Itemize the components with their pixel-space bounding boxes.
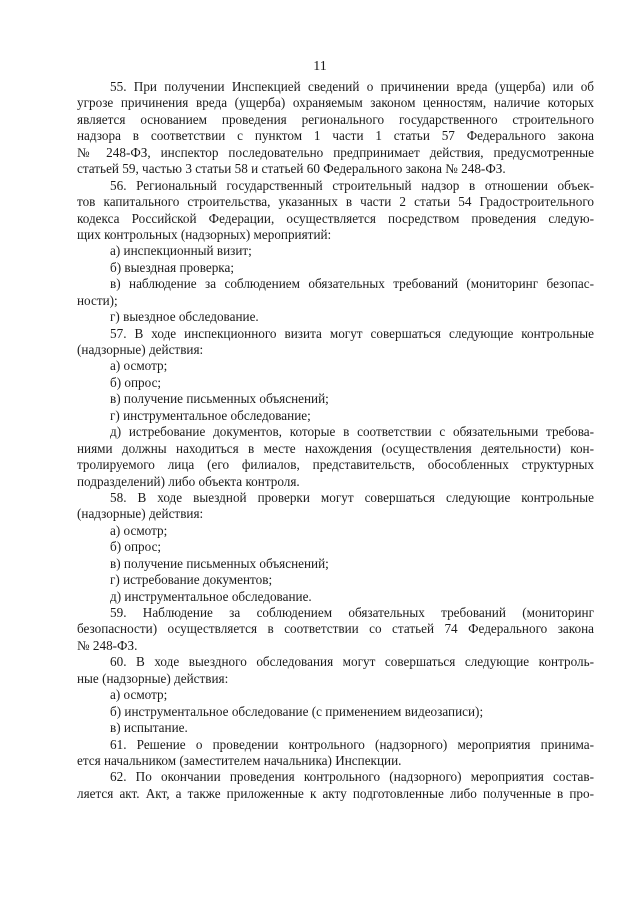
- text-line: ниями должны находиться в месте нахождения (осуществления деятельности) кон-: [77, 440, 594, 456]
- text-line: № 248-ФЗ.: [77, 637, 138, 653]
- text-line: 57. В ходе инспекционного визита могут совершаться следующие контрольные: [110, 325, 594, 341]
- text-line: 60. В ходе выездного обследования могут совершаться следующие контроль-: [110, 654, 594, 670]
- text-line: ляется акт. Акт, а также приложенные к акту подготовленные либо полученные в про-: [77, 785, 594, 801]
- text-line: ные (надзорные) действия:: [77, 670, 229, 686]
- text-line: тов капитального строительства, указанных в части 2 статьи 54 Градостроительного: [77, 194, 594, 210]
- text-line: 58. В ходе выездной проверки могут совершаться следующие контрольные: [110, 489, 594, 505]
- text-line: в) получение письменных объяснений;: [110, 555, 329, 571]
- text-line: г) выездное обследование.: [110, 309, 259, 325]
- page-number: 11: [313, 59, 327, 74]
- text-line: 56. Региональный государственный строительный надзор в отношении объек-: [110, 177, 594, 193]
- text-line: подразделений) либо объекта контроля.: [77, 473, 300, 489]
- text-line: в) наблюдение за соблюдением обязательных требований (мониторинг безопас-: [110, 276, 594, 292]
- text-line: в) испытание.: [110, 720, 188, 736]
- text-line: 55. При получении Инспекцией сведений о причинении вреда (ущерба) или об: [110, 79, 594, 94]
- text-line: ности);: [77, 292, 118, 308]
- text-line: статьей 59, частью 3 статьи 58 и статьей 60 Федерального закона № 248-ФЗ.: [77, 161, 506, 177]
- text-line: б) инструментальное обследование (с применением видеозаписи);: [110, 703, 484, 719]
- text-line: (надзорные) действия:: [77, 342, 204, 357]
- text-line: д) инструментальное обследование.: [110, 588, 312, 604]
- text-line: 62. По окончании проведения контрольного (надзорного) мероприятия состав-: [110, 769, 594, 785]
- text-line: б) выездная проверка;: [110, 259, 235, 275]
- text-line: ется начальником (заместителем начальника) Инспекции.: [77, 752, 402, 768]
- text-line: а) инспекционный визит;: [110, 243, 252, 259]
- text-line: кодекса Российской Федерации, осуществляется посредством проведения следую-: [77, 210, 594, 226]
- text-line: тролируемого лица (его филиалов, представительств, обособленных структурных: [77, 457, 594, 473]
- text-line: 61. Решение о проведении контрольного (надзорного) мероприятия принима-: [110, 736, 594, 752]
- text-line: № 248-ФЗ, инспектор последовательно предпринимает действия, предусмотренные: [77, 144, 594, 160]
- text-line: а) осмотр;: [110, 522, 168, 538]
- text-line: а) осмотр;: [110, 687, 168, 703]
- text-line: надзора в соответствии с пунктом 1 части 1 статьи 57 Федерального закона: [77, 128, 594, 144]
- text-line: б) опрос;: [110, 539, 162, 555]
- text-line: является основанием проведения регионального государственного строительного: [77, 111, 594, 127]
- text-line: в) получение письменных объяснений;: [110, 391, 329, 407]
- text-line: щих контрольных (надзорных) мероприятий:: [77, 226, 332, 242]
- text-line: а) осмотр;: [110, 358, 168, 374]
- text-line: д) истребование документов, которые в соответствии с обязательными требова-: [110, 424, 594, 440]
- text-line: угрозе причинения вреда (ущерба) охраняемым законом ценностям, наличие которых: [77, 95, 594, 111]
- text-line: б) опрос;: [110, 374, 162, 390]
- text-line: безопасности) осуществляется в соответствии со статьей 74 Федерального закона: [77, 621, 594, 637]
- document-body: [77, 79, 594, 802]
- text-line: г) истребование документов;: [110, 572, 273, 588]
- text-line: г) инструментальное обследование;: [110, 407, 311, 423]
- text-line: (надзорные) действия:: [77, 506, 204, 522]
- text-line: 59. Наблюдение за соблюдением обязательных требований (мониторинг: [110, 605, 594, 620]
